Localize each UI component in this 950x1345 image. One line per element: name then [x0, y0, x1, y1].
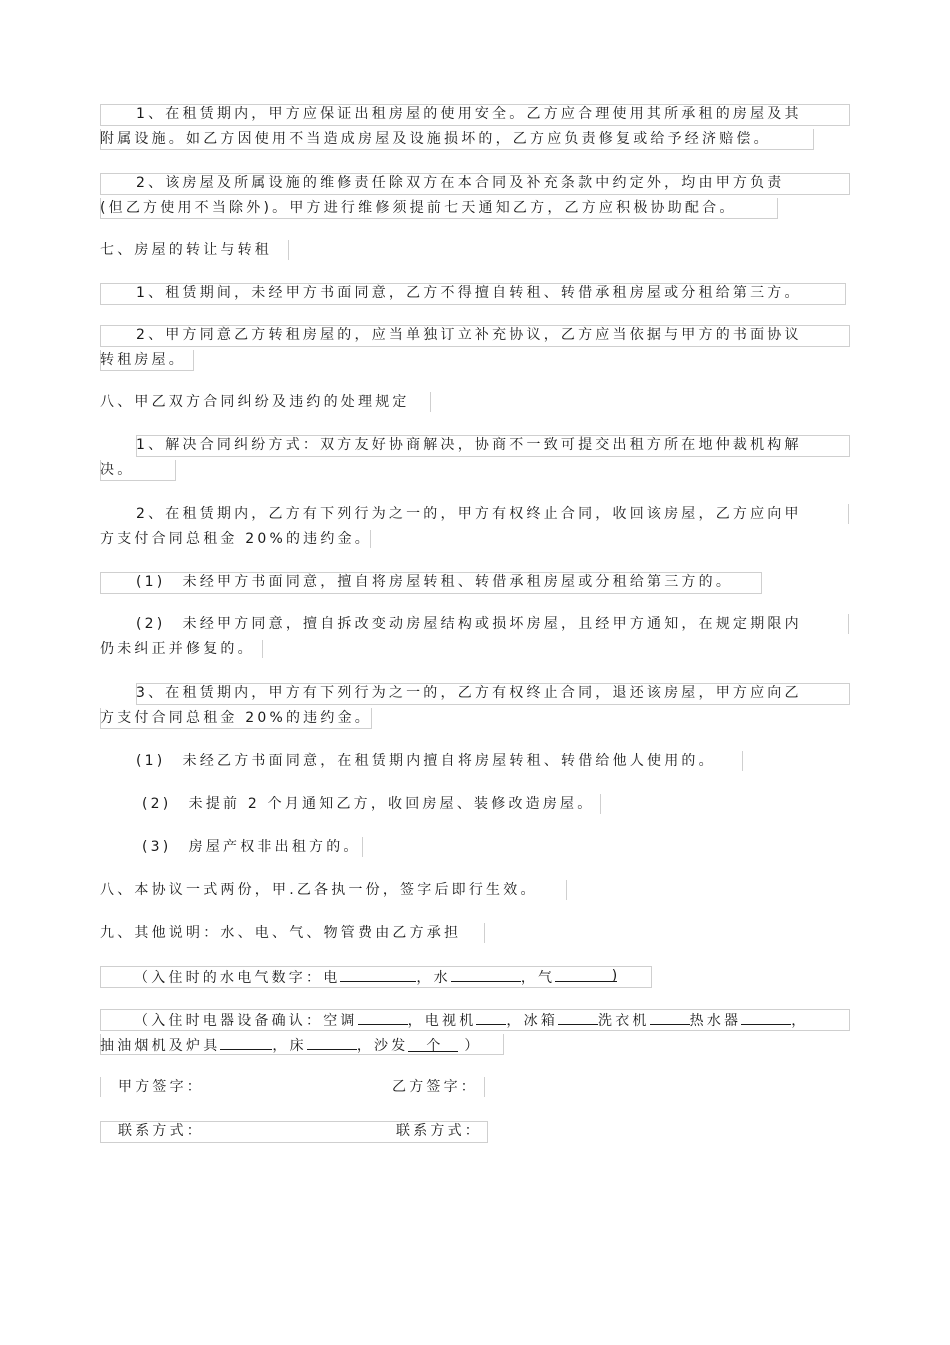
heater-label: 热水器	[689, 1013, 742, 1029]
bed-blank[interactable]	[307, 1034, 357, 1050]
agreement-copies: 八、本协议一式两份，甲.乙各执一份，签字后即行生效。	[100, 882, 538, 898]
appliance-close-label: ）	[464, 1038, 482, 1054]
bed-label: ，床	[272, 1038, 307, 1054]
frame-line	[484, 1077, 485, 1097]
clause-8-1-line-2: 决。	[100, 462, 135, 478]
clause-8-3-item-2: (2) 未提前 2 个月通知乙方，收回房屋、装修改造房屋。	[142, 796, 595, 812]
tv-blank[interactable]	[476, 1009, 506, 1025]
hood-label: 抽油烟机及炉具	[100, 1038, 221, 1054]
frame-line	[600, 794, 601, 814]
clause-7-1: 1、租赁期间，未经甲方书面同意，乙方不得擅自转租、转借承租房屋或分租给第三方。	[136, 285, 802, 301]
clause-8-2-line-1: 2、在租赁期内，乙方有下列行为之一的，甲方有权终止合同，收回该房屋，乙方应向甲	[136, 506, 802, 522]
party-b-signature-label: 乙方签字：	[392, 1079, 478, 1095]
party-b-contact-label: 联系方式：	[396, 1123, 482, 1139]
frame-line	[430, 392, 431, 412]
section-7-title: 七、房屋的转让与转租	[100, 242, 272, 258]
ac-blank[interactable]	[358, 1009, 408, 1025]
clause-6-1-line-1: 1、在租赁期内，甲方应保证出租房屋的使用安全。乙方应合理使用其所承租的房屋及其	[136, 106, 802, 122]
clause-7-2-line-2: 转租房屋。	[100, 352, 186, 368]
frame-line	[848, 614, 849, 634]
clause-8-2-line-2: 方支付合同总租金 20%的违约金。	[100, 531, 372, 547]
appliance-line-2	[100, 1034, 482, 1056]
meter-open-label: （入住时的水电气数字：电	[134, 970, 341, 986]
frame-line	[566, 880, 567, 900]
clause-8-1-line-1: 1、解决合同纠纷方式：双方友好协商解决，协商不一致可提交出租方所在地仲裁机构解	[136, 437, 802, 453]
electric-blank[interactable]	[340, 966, 416, 982]
section-8-title: 八、甲乙双方合同纠纷及违约的处理规定	[100, 394, 410, 410]
party-a-signature-label: 甲方签字：	[118, 1079, 204, 1095]
heater-blank[interactable]	[741, 1009, 791, 1025]
frame-line	[848, 504, 849, 524]
hood-blank[interactable]	[220, 1034, 272, 1050]
clause-7-2-line-1: 2、甲方同意乙方转租房屋的，应当单独订立补充协议，乙方应当依据与甲方的书面协议	[136, 327, 802, 343]
meter-readings-line	[134, 966, 617, 988]
appliance-end-comma: ，	[791, 1013, 809, 1029]
clause-8-3-line-2: 方支付合同总租金 20%的违约金。	[100, 710, 372, 726]
frame-line	[484, 923, 485, 943]
clause-6-2-line-2: (但乙方使用不当除外)。甲方进行维修须提前七天通知乙方，乙方应积极协助配合。	[100, 200, 737, 216]
washer-blank[interactable]	[650, 1009, 690, 1025]
frame-line	[262, 640, 263, 658]
sofa-label: ，沙发	[356, 1038, 409, 1054]
clause-6-1-line-2: 附属设施。如乙方因使用不当造成房屋及设施损坏的，乙方应负责修复或给予经济赔偿。	[100, 131, 771, 147]
clause-8-3-item-3: (3) 房屋产权非出租方的。	[142, 839, 361, 855]
sofa-unit-label: 个	[426, 1038, 441, 1054]
washer-label: 洗衣机	[598, 1013, 650, 1029]
meter-water-label: ，水	[416, 970, 451, 986]
frame-line	[742, 751, 743, 771]
meter-gas-label: ，气	[520, 970, 556, 986]
clause-8-2-item-2-line-1: (2) 未经甲方同意，擅自拆改变动房屋结构或损坏房屋，且经甲方通知，在规定期限内	[136, 616, 802, 632]
water-blank[interactable]	[451, 966, 521, 982]
frame-line	[100, 1077, 101, 1097]
tv-label: ，电视机	[407, 1013, 477, 1029]
clause-6-2-line-1: 2、该房屋及所属设施的维修责任除双方在本合同及补充条款中约定外，均由甲方负责	[136, 175, 785, 191]
frame-line	[362, 837, 363, 857]
frame-line	[288, 240, 289, 260]
meter-close-label: )	[611, 968, 618, 984]
clause-8-3-item-1: (1) 未经乙方书面同意，在租赁期内擅自将房屋转租、转借给他人使用的。	[136, 753, 716, 769]
appliance-line-1	[134, 1009, 808, 1031]
party-a-contact-label: 联系方式：	[118, 1123, 204, 1139]
clause-8-3-line-1: 3、在租赁期内，甲方有下列行为之一的，乙方有权终止合同，退还该房屋，甲方应向乙	[136, 685, 802, 701]
section-9-title: 九、其他说明：水、电、气、物管费由乙方承担	[100, 925, 462, 941]
clause-8-2-item-2-line-2: 仍未纠正并修复的。	[100, 641, 255, 657]
gas-blank[interactable]	[555, 966, 617, 982]
fridge-blank[interactable]	[558, 1009, 598, 1025]
clause-8-2-item-1: (1) 未经甲方书面同意，擅自将房屋转租、转借承租房屋或分租给第三方的。	[136, 574, 734, 590]
sofa-blank[interactable]	[408, 1036, 458, 1052]
fridge-label: ，冰箱	[506, 1013, 559, 1029]
appliance-open-label: （入住时电器设备确认：空调	[134, 1013, 358, 1029]
